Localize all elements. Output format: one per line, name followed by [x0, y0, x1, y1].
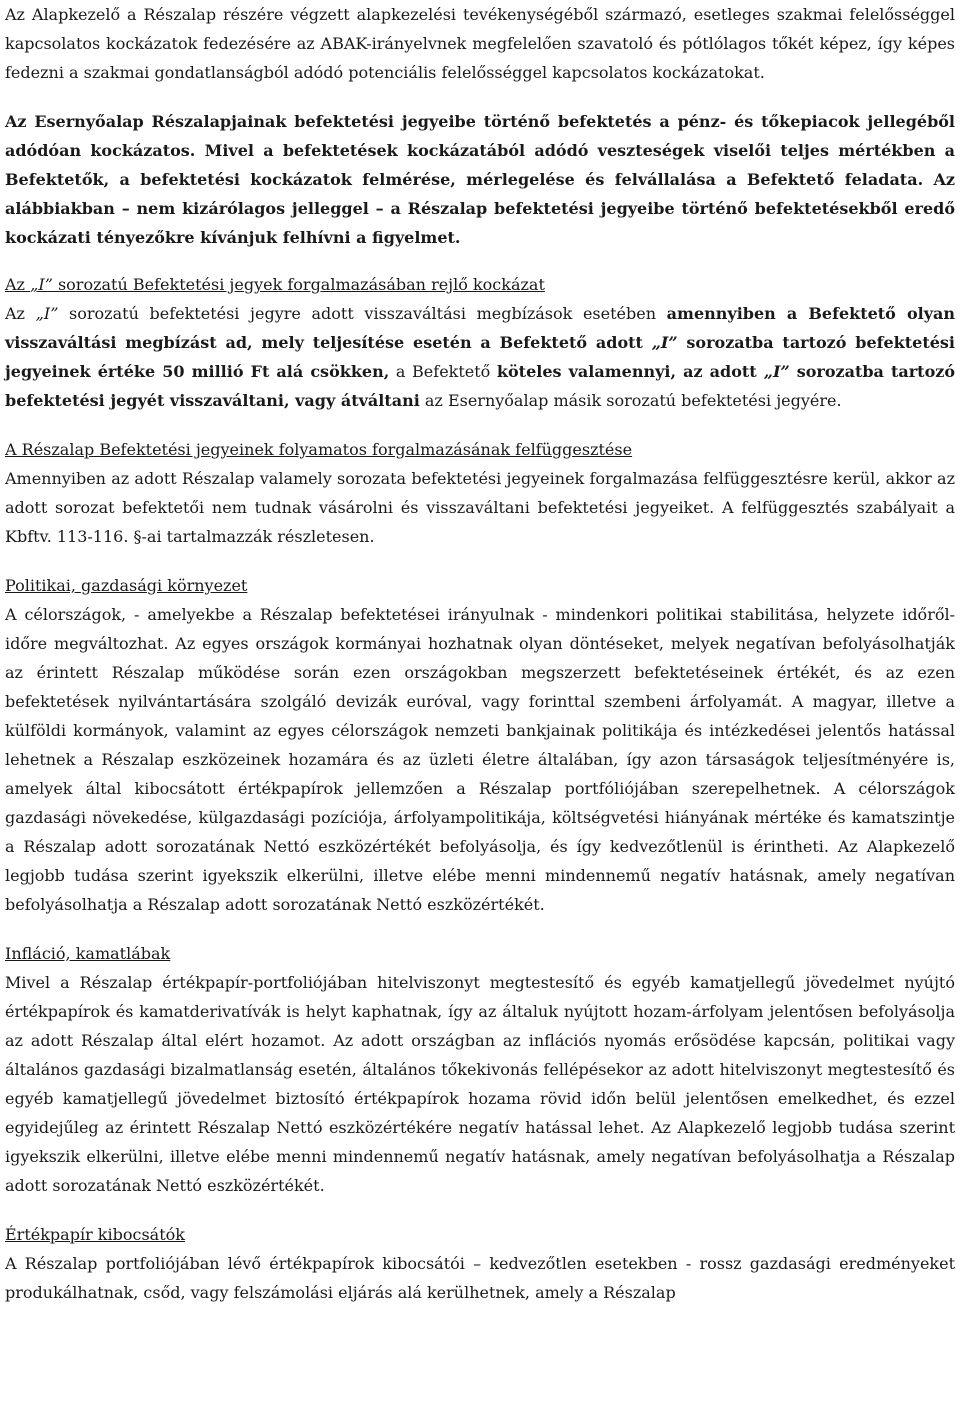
section-i-sorozat	[5, 270, 955, 415]
section-title: Infláció, kamatlábak	[5, 944, 171, 963]
section-kibocsatok	[5, 1220, 955, 1307]
section-inflacio	[5, 939, 955, 1200]
section-body: Az „I” sorozatú befektetési jegyre adott visszaváltási megbízások esetében amennyiben a Befektető olyan visszaváltási megbízást ad, mely teljesítése esetén a Befektető adott „I” sorozatba tartozó befektetési jegyeinek értéke 50 millió Ft alá csökken, a Befektető köteles valamennyi, az adott „I” sorozatba tartozó befektetési jegyét visszaváltani, vagy átváltani az Esernyőalap másik sorozatú befektetési jegyére.	[5, 304, 956, 410]
section-body: A Részalap portfoliójában lévő értékpapírok kibocsátói – kedvezőtlen esetekben - rossz gazdasági eredményeket produkálhatnak, csőd, vagy felszámolási eljárás alá kerülhetnek, amely a Részalap	[5, 1254, 955, 1302]
section-politikai	[5, 571, 955, 919]
section-title: A Részalap Befektetési jegyeinek folyamatos forgalmazásának felfüggesztése	[5, 440, 633, 459]
section-title: Az „I” sorozatú Befektetési jegyek forgalmazásában rejlő kockázat	[5, 275, 545, 294]
section-body: Mivel a Részalap értékpapír-portfoliójában hitelviszonyt megtestesítő és egyéb kamatjellegű jövedelmet nyújtó értékpapírok és kamatderivatívák is helyt kaphatnak, így az általuk nyújtott hozam-árfolyam jelentősen befolyásolja az adott Részalap által elért hozamot. Az adott országban az inflációs nyomás erősödése kapcsán, politikai vagy általános gazdasági bizalmatlanság esetén, általános tőkekivonás fellépésekor az adott hitelviszonyt megtestesítő és egyéb kamatjellegű jövedelmet biztosító értékpapírok hozama rövid időn belül jelentősen emelkedhet, és ezzel egyidejűleg az érintett Részalap Nettó eszközértékére negatív hatással lehet. Az Alapkezelő legjobb tudása szerint igyekszik elkerülni, illetve elébe menni mindennemű negatív hatásnak, amely negatívan befolyásolhatja a Részalap adott sorozatának Nettó eszközértékét.	[5, 973, 955, 1195]
section-body: Amennyiben az adott Részalap valamely sorozata befektetési jegyeinek forgalmazása felfüggesztésre kerül, akkor az adott sorozat befektetői nem tudnak vásárolni és visszaváltani befektetési jegyeiket. A felfüggesztés szabályait a Kbftv. 113-116. §-ai tartalmazzák részletesen.	[5, 469, 955, 546]
intro-paragraph-2: Az Esernyőalap Részalapjainak befektetési jegyeibe történő befektetés a pénz- és tőkepiacok jellegéből adódóan kockázatos. Mivel a befektetések kockázatából adódó veszteségek viselői teljes mértékben a Befektetők, a befektetési kockázatok felmérése, mérlegelése és felvállalása a Befektető feladata. Az alábbiakban – nem kizárólagos jelleggel – a Részalap befektetési jegyeibe történő befektetésekből eredő kockázati tényezőkre kívánjuk felhívni a figyelmet.	[5, 112, 955, 247]
section-title: Értékpapír kibocsátók	[5, 1225, 185, 1244]
section-felfuggesztes	[5, 435, 955, 551]
intro-paragraph-1: Az Alapkezelő a Részalap részére végzett alapkezelési tevékenységéből származó, esetleges szakmai felelősséggel kapcsolatos kockázatok fedezésére az ABAK-irányelvnek megfelelően szavatoló és pótlólagos tőkét képez, így képes fedezni a szakmai gondatlanságból adódó potenciális felelősséggel kapcsolatos kockázatokat.	[5, 5, 955, 82]
section-title: Politikai, gazdasági környezet	[5, 576, 248, 595]
section-body: A célországok, - amelyekbe a Részalap befektetései irányulnak - mindenkori politikai stabilitása, helyzete időről-időre megváltozhat. Az egyes országok kormányai hozhatnak olyan döntéseket, melyek negatívan befolyásolhatják az érintett Részalap működése során ezen országokban megszerzett befektetéseinek értékét, és az ezen befektetések nyilvántartására szolgáló devizák euróval, vagy forinttal szembeni árfolyamát. A magyar, illetve a külföldi kormányok, valamint az egyes célországok nemzeti bankjainak politikája és intézkedései jelentős hatással lehetnek a Részalap eszközeinek hozamára és az üzleti életre általában, így azon társaságok teljesítményére is, amelyek által kibocsátott értékpapírok jellemzően a Részalap portfóliójában szerepelhetnek. A célországok gazdasági növekedése, külgazdasági pozíciója, árfolyampolitikája, költségvetési hiányának mértéke és kamatszintje a Részalap adott sorozatának Nettó eszközértékét befolyásolja, és így kedvezőtlenül is érintheti. Az Alapkezelő legjobb tudása szerint igyekszik elkerülni, illetve elébe menni mindennemű negatív hatásnak, amely negatívan befolyásolhatja a Részalap adott sorozatának Nettó eszközértékét.	[5, 605, 955, 914]
